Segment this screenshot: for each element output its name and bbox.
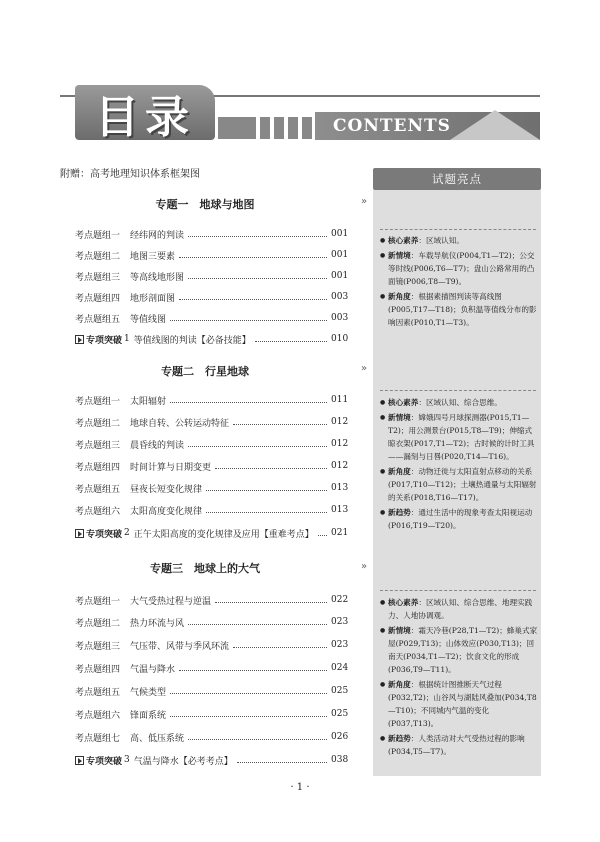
- highlight-key: 新趋势: [388, 508, 411, 517]
- highlight-key: 新趋势: [388, 734, 411, 743]
- special-number: 2: [124, 528, 130, 538]
- entry-code: 考点题组七: [75, 733, 121, 744]
- entry-code: 考点题组四: [75, 462, 121, 473]
- toc-entry[interactable]: [75, 226, 347, 242]
- leader-dots: [206, 490, 327, 491]
- toc-special-entry[interactable]: [75, 752, 347, 768]
- attachment-note: 附赠：高考地理知识体系框架图: [60, 169, 200, 180]
- entry-code: 考点题组一: [75, 230, 121, 241]
- entry-title: 气压带、风带与季风环流: [130, 641, 230, 652]
- highlight-text: ：根据素描图判读等高线图(P005,T17—T18)；负积温等值线分布的影响因素(P010,T1—T3)。: [388, 292, 537, 327]
- entry-code: 考点题组二: [75, 251, 121, 262]
- highlight-text: ：车载导航仪(P004,T1—T2)；公交等时线(P006,T6—T7)；盘山公路常用的凸面镜(P006,T8—T9)。: [388, 251, 535, 286]
- sidebar-divider: [380, 390, 536, 391]
- section-title: 专题三 地球上的大气: [150, 562, 260, 575]
- leader-dots: [188, 624, 327, 625]
- leader-dots: [179, 257, 327, 258]
- highlight-item: [380, 411, 538, 463]
- highlight-text: ：动物迁徙与太阳直射点移动的关系(P017,T10—T12)；土壤热通量与太阳辐射的关系(P018,T16—T17)。: [388, 467, 537, 502]
- leader-dots: [188, 236, 327, 237]
- entry-title: 气温与降水: [133, 756, 179, 767]
- entry-title: 昼夜长短变化规律: [130, 484, 203, 495]
- special-head: [75, 527, 130, 540]
- page-title: 目录: [95, 91, 195, 143]
- entry-page: 024: [331, 663, 349, 673]
- header-decor-bar: [274, 117, 284, 139]
- toc-entry[interactable]: [75, 683, 347, 699]
- leader-dots: [318, 535, 327, 536]
- toc-entry[interactable]: [75, 310, 347, 326]
- toc-entry[interactable]: [75, 458, 347, 474]
- special-number: 3: [124, 755, 130, 765]
- chevron-right-icon: »: [361, 196, 368, 207]
- toc-special-entry[interactable]: [75, 525, 347, 541]
- entry-page: 001: [331, 250, 349, 260]
- entry-title: 气候类型: [130, 687, 167, 698]
- toc-entry[interactable]: [75, 289, 347, 305]
- entry-title: 正午太阳高度的变化规律及应用: [133, 529, 260, 540]
- toc-entry[interactable]: [75, 414, 347, 430]
- entry-code: 考点题组六: [75, 506, 121, 517]
- contents-label: CONTENTS: [333, 116, 451, 136]
- header-triangle-decor: [450, 110, 540, 140]
- entry-page: 012: [331, 417, 349, 427]
- entry-page: 003: [331, 313, 349, 323]
- entry-page: 025: [331, 709, 349, 719]
- highlight-item: [380, 290, 538, 329]
- entry-title: 等值线图: [130, 314, 167, 325]
- entry-code: 考点题组五: [75, 484, 121, 495]
- entry-page: 022: [331, 595, 349, 605]
- special-label: 专项突破: [86, 335, 123, 346]
- section-title: 专题一 地球与地图: [155, 198, 255, 211]
- sidebar-heading: 试题亮点: [373, 168, 541, 190]
- toc-entry[interactable]: [75, 706, 347, 722]
- entry-title: 锋面系统: [130, 710, 167, 721]
- special-label: 专项突破: [86, 756, 123, 767]
- special-head: [75, 333, 130, 346]
- leader-dots: [237, 762, 327, 763]
- entry-title: 热力环流与风: [130, 618, 185, 629]
- entry-title: 大气受热过程与逆温: [130, 596, 212, 607]
- highlight-key: 新情境: [388, 626, 411, 635]
- entry-title: 太阳高度变化规律: [130, 506, 203, 517]
- entry-code: 考点题组四: [75, 664, 121, 675]
- entry-title: 等高线地形图: [130, 272, 185, 283]
- header-decor-bar: [260, 117, 270, 139]
- toc-special-entry[interactable]: [75, 331, 347, 347]
- entry-page: 038: [331, 755, 349, 765]
- highlight-text: ：人类活动对大气受热过程的影响(P034,T5—T7)。: [388, 734, 525, 756]
- entry-code: 考点题组二: [75, 618, 121, 629]
- highlight-key: 新情境: [388, 413, 411, 422]
- entry-page: 001: [331, 229, 349, 239]
- entry-title: 太阳辐射: [130, 396, 167, 407]
- play-box-icon: [75, 756, 84, 765]
- special-number: 1: [124, 334, 130, 344]
- highlight-key: 新角度: [388, 680, 411, 689]
- entry-title: 时间计算与日期变更: [130, 462, 212, 473]
- leader-dots: [188, 739, 327, 740]
- leader-dots: [170, 693, 327, 694]
- entry-page: 025: [331, 686, 349, 696]
- toc-entry[interactable]: [75, 480, 347, 496]
- toc-entry[interactable]: [75, 502, 347, 518]
- entry-title: 地球自转、公转运动特征: [130, 418, 230, 429]
- highlight-item: [380, 678, 538, 730]
- entry-code: 考点题组三: [75, 641, 121, 652]
- chevron-right-icon: »: [361, 561, 368, 572]
- play-box-icon: [75, 529, 84, 538]
- header-decor-bar: [302, 117, 312, 139]
- entry-code: 考点题组三: [75, 440, 121, 451]
- entry-page: 010: [331, 334, 349, 344]
- leader-dots: [170, 716, 327, 717]
- highlight-item: [380, 506, 538, 532]
- play-box-icon: [75, 335, 84, 344]
- entry-code: 考点题组二: [75, 418, 121, 429]
- toc-entry[interactable]: [75, 614, 347, 630]
- header-decor-bar: [288, 117, 298, 139]
- leader-dots: [170, 402, 327, 403]
- sidebar-block: [380, 396, 538, 534]
- highlight-item: [380, 624, 538, 676]
- entry-page: 003: [331, 292, 349, 302]
- entry-page: 011: [331, 395, 349, 405]
- entry-title: 经纬网的判读: [130, 230, 185, 241]
- chevron-right-icon: »: [361, 363, 368, 374]
- entry-code: 考点题组六: [75, 710, 121, 721]
- highlight-key: 核心素养: [388, 598, 419, 607]
- highlight-text: ：嫦娥四号月球探测器(P015,T1—T2)；用公测景台(P015,T8—T9)；伸缩式晾衣架(P017,T1—T2)；古时候的计时工具——漏刻与日晷(P020,T14—T16)。: [388, 413, 535, 461]
- entry-title: 高、低压系统: [130, 733, 185, 744]
- toc-entry[interactable]: [75, 729, 347, 745]
- leader-dots: [233, 424, 327, 425]
- entry-page: 012: [331, 461, 349, 471]
- highlight-text: ：区域认知、综合思维、地理实践力、人地协调观。: [388, 598, 533, 620]
- entry-title: 地形剖面图: [130, 293, 176, 304]
- highlight-item: [380, 396, 538, 409]
- entry-page: 023: [331, 640, 349, 650]
- entry-page: 023: [331, 617, 349, 627]
- entry-page: 026: [331, 732, 349, 742]
- highlight-key: 新角度: [388, 292, 411, 301]
- highlight-text: ：霜天冷巷(P28,T1—T2)；蜂巢式家屋(P029,T13)；山体效应(P030,T13)；回南天(P034,T1—T2)；饮食文化的形成(P036,T9—T11)。: [388, 626, 538, 674]
- page-title-box: [75, 85, 215, 143]
- special-label: 专项突破: [86, 529, 123, 540]
- entry-page: 013: [331, 483, 349, 493]
- entry-page: 012: [331, 439, 349, 449]
- leader-dots: [215, 602, 327, 603]
- toc-entry[interactable]: [75, 592, 347, 608]
- highlight-key: 核心素养: [388, 236, 419, 245]
- entry-code: 考点题组三: [75, 272, 121, 283]
- page-number: · 1 ·: [290, 782, 310, 793]
- entry-tag: 【必备技能】: [196, 335, 251, 346]
- special-head: [75, 754, 130, 767]
- highlight-text: ：区域认知、综合思维。: [418, 398, 502, 407]
- entry-code: 考点题组五: [75, 687, 121, 698]
- highlight-item: [380, 249, 538, 288]
- leader-dots: [179, 299, 327, 300]
- entry-tag: 【必考考点】: [178, 756, 233, 767]
- toc-entry[interactable]: [75, 268, 347, 284]
- leader-dots: [179, 670, 327, 671]
- sidebar-divider: [380, 229, 536, 230]
- entry-title: 等值线图的判读: [133, 335, 197, 346]
- entry-page: 021: [331, 528, 349, 538]
- entry-page: 001: [331, 271, 349, 281]
- sidebar-divider: [380, 590, 536, 591]
- entry-code: 考点题组五: [75, 314, 121, 325]
- toc-entry[interactable]: [75, 392, 347, 408]
- highlight-item: [380, 465, 538, 504]
- toc-entry[interactable]: [75, 247, 347, 263]
- sidebar-block: [380, 596, 538, 760]
- entry-title: 地图三要素: [130, 251, 176, 262]
- leader-dots: [233, 647, 327, 648]
- leader-dots: [170, 320, 327, 321]
- entry-page: 013: [331, 505, 349, 515]
- toc-entry[interactable]: [75, 637, 347, 653]
- leader-dots: [255, 341, 327, 342]
- leader-dots: [206, 512, 327, 513]
- highlight-text: ：区域认知。: [418, 236, 464, 245]
- header-decor-bar: [218, 117, 256, 139]
- highlight-text: ：根据统计图推断天气过程(P032,T2)；山谷风与湖陆风叠加(P034,T8—T10)；不同城内气温的变化(P037,T13)。: [388, 680, 537, 728]
- entry-code: 考点题组四: [75, 293, 121, 304]
- entry-title: 晨昏线的判读: [130, 440, 185, 451]
- entry-tag: 【重难考点】: [259, 529, 314, 540]
- toc-entry[interactable]: [75, 660, 347, 676]
- leader-dots: [188, 278, 327, 279]
- highlight-key: 新角度: [388, 467, 411, 476]
- toc-entry[interactable]: [75, 436, 347, 452]
- highlight-key: 核心素养: [388, 398, 419, 407]
- highlight-item: [380, 596, 538, 622]
- leader-dots: [188, 446, 327, 447]
- highlight-key: 新情境: [388, 251, 411, 260]
- leader-dots: [215, 468, 327, 469]
- entry-code: 考点题组一: [75, 396, 121, 407]
- highlight-item: [380, 234, 538, 247]
- section-title: 专题二 行星地球: [161, 365, 249, 378]
- sidebar-block: [380, 234, 538, 331]
- highlight-item: [380, 732, 538, 758]
- highlight-text: ：通过生活中的现象考查太阳视运动(P016,T19—T20)。: [388, 508, 533, 530]
- entry-title: 气温与降水: [130, 664, 176, 675]
- entry-code: 考点题组一: [75, 596, 121, 607]
